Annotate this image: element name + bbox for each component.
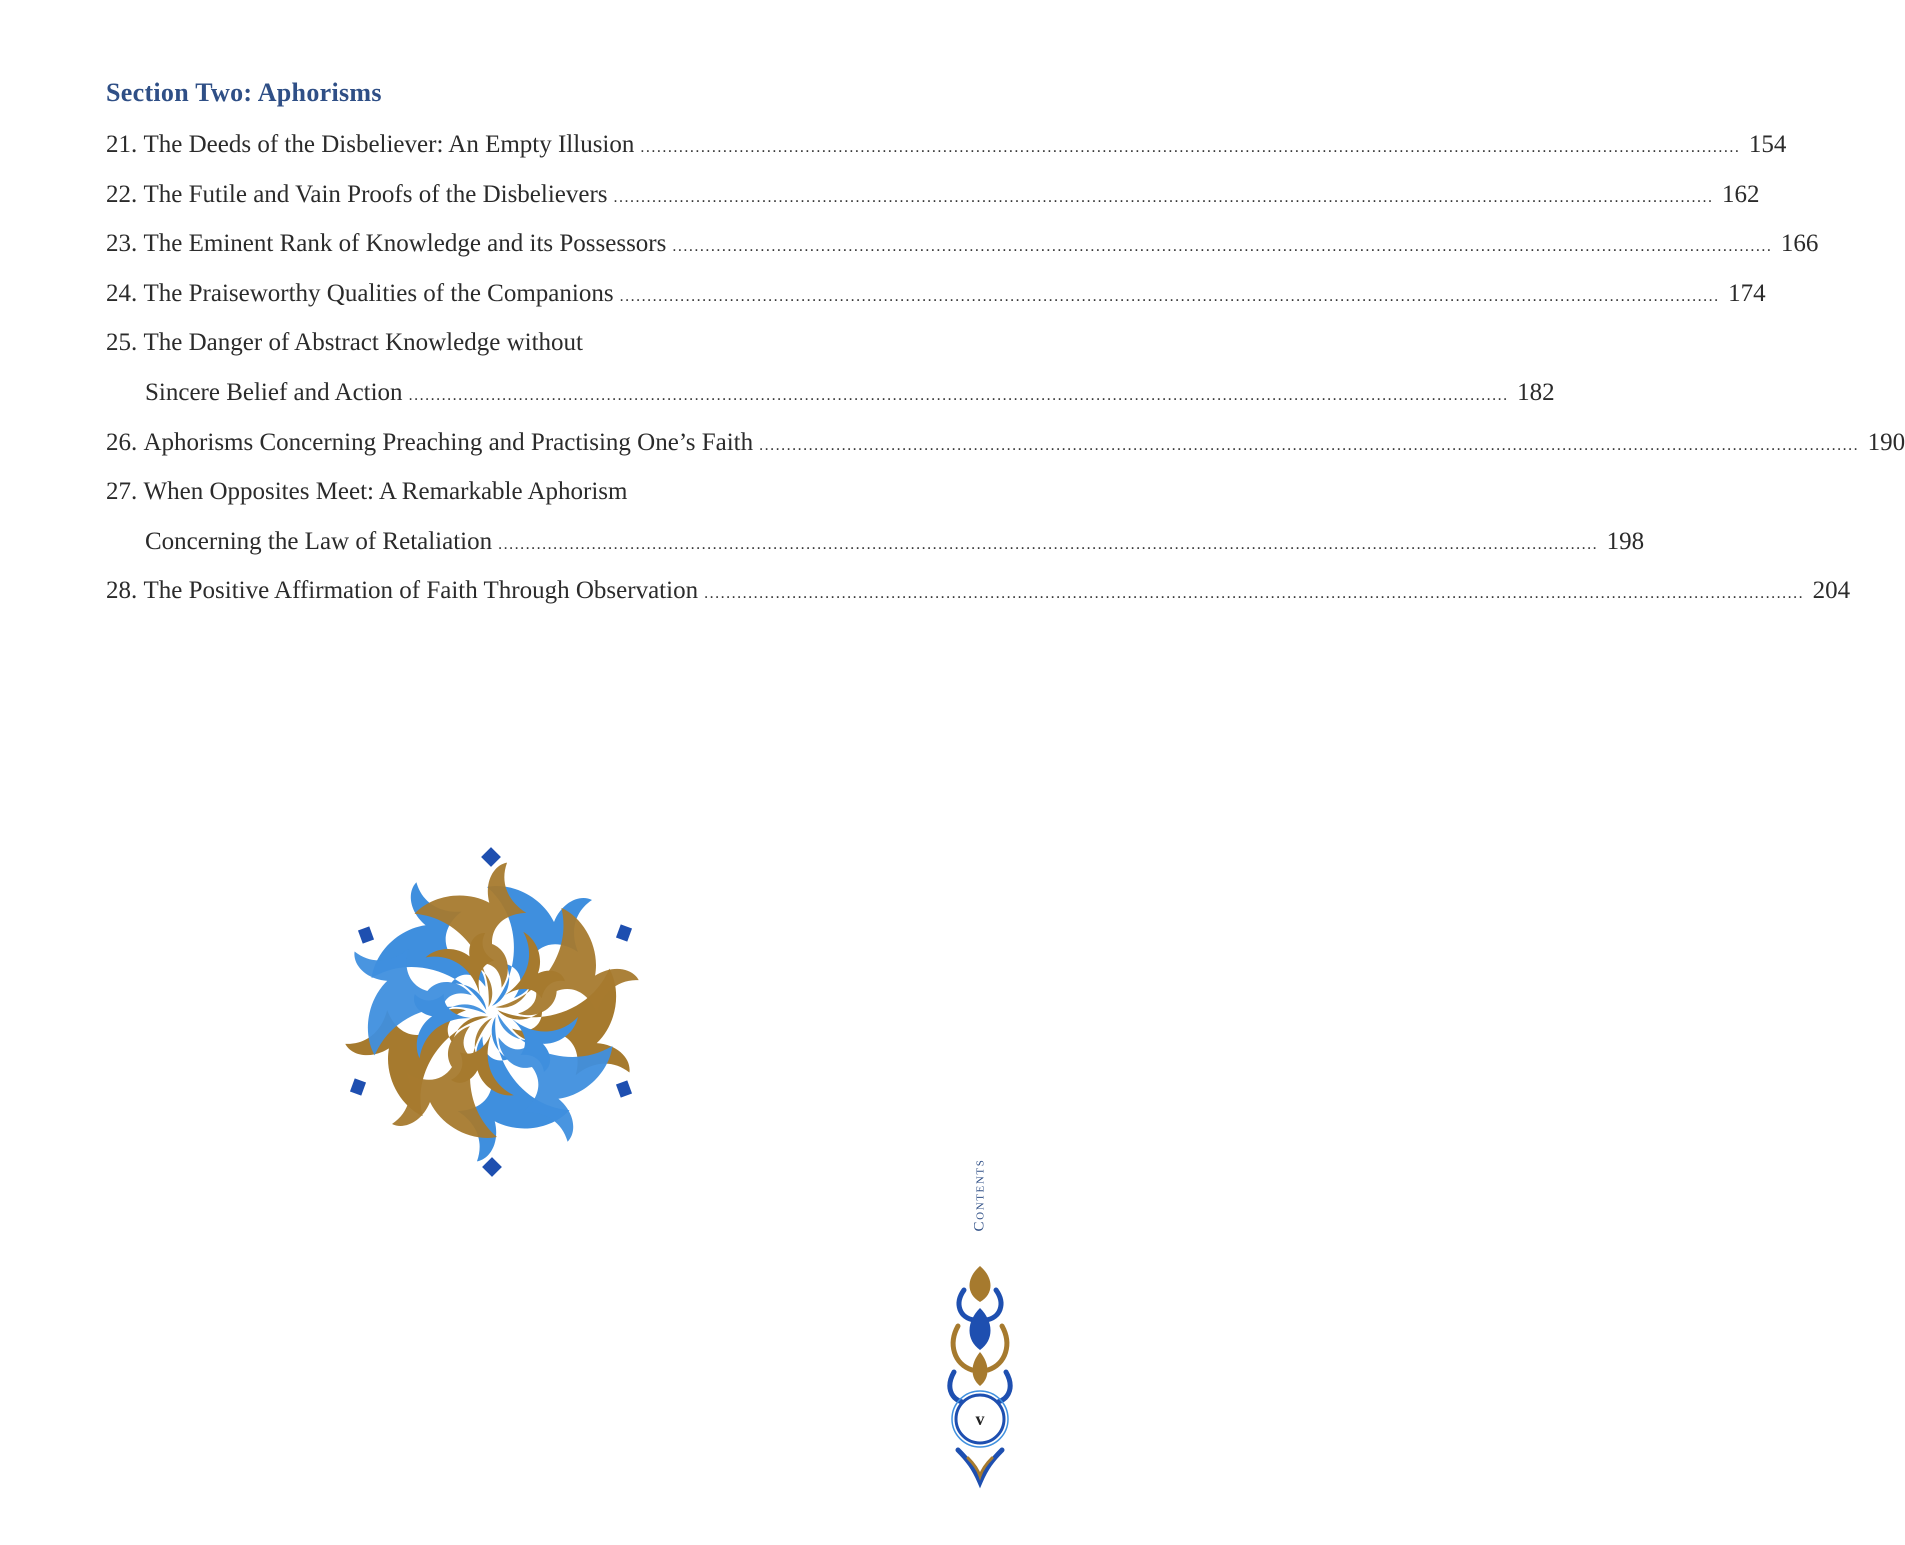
margin-ornament bbox=[944, 1260, 1016, 1490]
dot-leader: ........................................................................................................................................................................................................ bbox=[759, 436, 1860, 454]
toc-page: 166 bbox=[1780, 230, 1819, 258]
toc-entry-21[interactable] bbox=[106, 120, 1787, 170]
toc-number: 28. bbox=[106, 577, 144, 605]
dot-leader: ........................................................................................................................................................................................................ bbox=[498, 535, 1599, 553]
toc-title: Aphorisms Concerning Preaching and Practising One’s Faith bbox=[143, 428, 754, 456]
page-number: v bbox=[975, 1409, 985, 1429]
toc-entry-25-continued[interactable] bbox=[106, 368, 1555, 418]
toc-page: 154 bbox=[1748, 131, 1787, 158]
toc-title: The Danger of Abstract Knowledge without bbox=[143, 329, 583, 357]
toc-entry-27-continued[interactable] bbox=[106, 517, 1645, 567]
toc-page: 182 bbox=[1517, 378, 1555, 406]
toc-title: Sincere Belief and Action bbox=[145, 378, 403, 406]
rosette-petals bbox=[337, 851, 647, 1172]
dot-leader: ........................................................................................................................................................................................................ bbox=[672, 238, 1773, 256]
toc-number: 22. bbox=[106, 180, 144, 208]
toc-page: 198 bbox=[1606, 527, 1645, 555]
toc-number: 25. bbox=[106, 329, 144, 357]
dot-leader: ........................................................................................................................................................................................................ bbox=[704, 585, 1805, 603]
toc-number: 27. bbox=[106, 478, 144, 506]
toc-number: 21. bbox=[106, 131, 144, 158]
toc-page: 162 bbox=[1722, 180, 1760, 208]
toc-number: 24. bbox=[106, 279, 144, 307]
toc-entry-27[interactable] bbox=[106, 467, 876, 517]
table-of-contents bbox=[106, 120, 1905, 616]
toc-title: When Opposites Meet: A Remarkable Aphorism bbox=[143, 478, 628, 506]
toc-entry-26[interactable] bbox=[106, 418, 1905, 468]
toc-title: The Positive Affirmation of Faith Through Observation bbox=[143, 577, 699, 605]
toc-entry-28[interactable] bbox=[106, 566, 1851, 616]
toc-title: Concerning the Law of Retaliation bbox=[145, 527, 493, 555]
rosette-ornament bbox=[312, 842, 672, 1182]
toc-title: The Deeds of the Disbeliever: An Empty Illusion bbox=[143, 131, 635, 158]
toc-title: The Praiseworthy Qualities of the Companions bbox=[143, 279, 614, 307]
toc-entry-23[interactable] bbox=[106, 219, 1819, 269]
toc-entry-24[interactable] bbox=[106, 269, 1766, 319]
toc-title: The Eminent Rank of Knowledge and its Possessors bbox=[143, 230, 667, 258]
section-title: Section Two: Aphorisms bbox=[106, 78, 382, 107]
dot-leader: ........................................................................................................................................................................................................ bbox=[640, 139, 1741, 156]
side-margin bbox=[944, 1120, 1016, 1490]
toc-page: 204 bbox=[1812, 577, 1851, 605]
running-head-label: Contents bbox=[971, 1158, 988, 1232]
toc-page: 174 bbox=[1728, 279, 1766, 307]
dot-leader: ........................................................................................................................................................................................................ bbox=[619, 287, 1720, 305]
toc-entry-22[interactable] bbox=[106, 170, 1760, 220]
toc-entry-25[interactable] bbox=[106, 318, 876, 368]
dot-leader: ........................................................................................................................................................................................................ bbox=[613, 188, 1714, 206]
toc-title: The Futile and Vain Proofs of the Disbelievers bbox=[143, 180, 608, 208]
toc-page: 190 bbox=[1867, 428, 1905, 456]
toc-number: 26. bbox=[106, 428, 144, 456]
dot-leader: ........................................................................................................................................................................................................ bbox=[408, 386, 1509, 404]
toc-number: 23. bbox=[106, 230, 144, 258]
running-head bbox=[944, 1130, 1016, 1260]
